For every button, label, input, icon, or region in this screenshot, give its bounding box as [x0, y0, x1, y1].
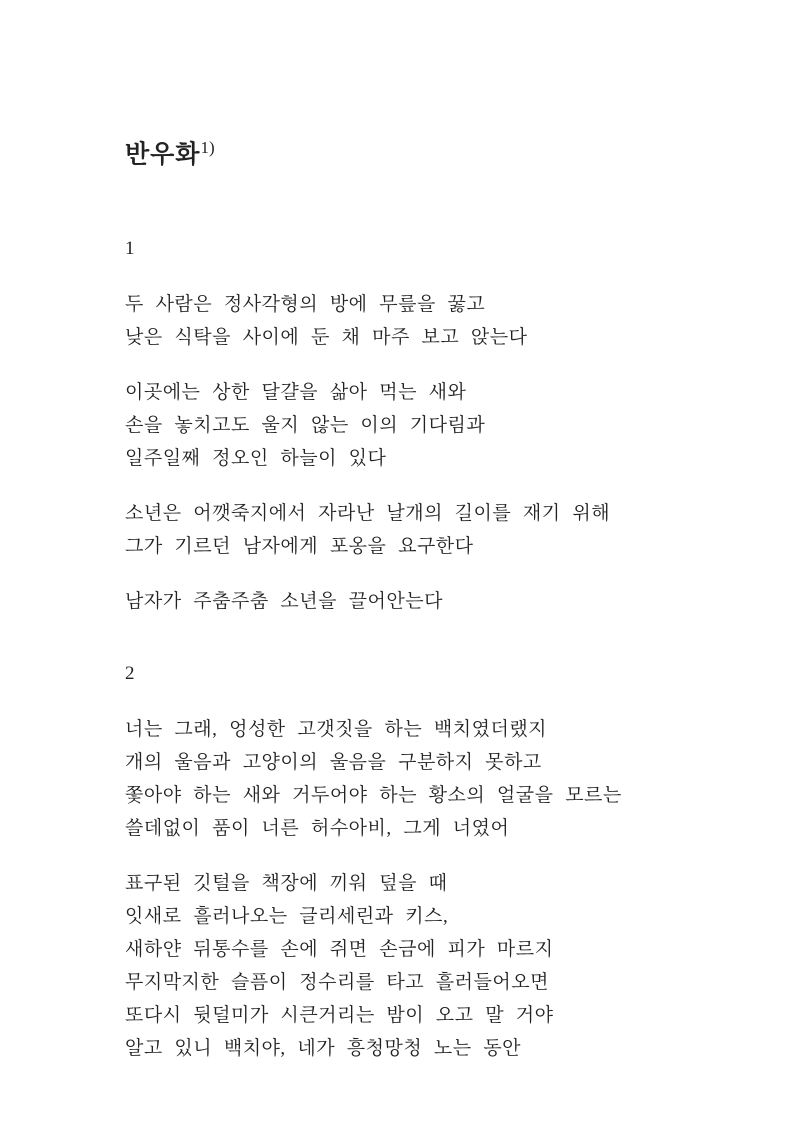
stanza: [125, 713, 710, 845]
poem-section-2: [125, 657, 710, 1065]
poem-line: 소년은 어깻죽지에서 자라난 날개의 길이를 재기 위해: [125, 503, 611, 525]
poem-line: 잇새로 흘러나오는 글리세린과 키스,: [125, 906, 449, 928]
stanza: [125, 497, 710, 563]
stanza: [125, 867, 710, 1065]
poem-line: 너는 그래, 엉성한 고갯짓을 하는 백치였더랬지: [125, 719, 548, 741]
poem-line: 손을 놓치고도 울지 않는 이의 기다림과: [125, 415, 486, 437]
poem-line: 표구된 깃털을 책장에 끼워 덮을 때: [125, 873, 448, 895]
stanza: [125, 376, 710, 475]
poem-line: 쓸데없이 품이 너른 허수아비, 그게 너였어: [125, 818, 510, 840]
poem-line: 또다시 뒷덜미가 시큰거리는 밤이 오고 말 거야: [125, 1005, 554, 1027]
poem-line: 일주일째 정오인 하늘이 있다: [125, 448, 387, 470]
poem-title: [125, 131, 710, 172]
poem-line: 무지막지한 슬픔이 정수리를 타고 흘러들어오면: [125, 972, 549, 994]
poem-title-text: 반우화: [125, 141, 201, 169]
poem-line: 남자가 주춤주춤 소년을 끌어안는다: [125, 591, 443, 613]
poem-line: 알고 있니 백치야, 네가 흥청망청 노는 동안: [125, 1038, 522, 1060]
poem-line: 두 사람은 정사각형의 방에 무릎을 꿇고: [125, 294, 486, 316]
poem-line: 낮은 식탁을 사이에 둔 채 마주 보고 앉는다: [125, 327, 528, 349]
stanza: [125, 585, 710, 618]
section-number: 2: [125, 663, 135, 685]
poem-line: 쫓아야 하는 새와 거두어야 하는 황소의 얼굴을 모르는: [125, 785, 622, 807]
poem-line: 개의 울음과 고양이의 울음을 구분하지 못하고: [125, 752, 542, 774]
poem-line: 이곳에는 상한 달걀을 삶아 먹는 새와: [125, 382, 467, 404]
poem-section-1: [125, 232, 710, 618]
footnote-marker: 1): [200, 138, 215, 157]
poem-line: 새하얀 뒤통수를 손에 쥐면 손금에 피가 마르지: [125, 939, 554, 961]
stanza: [125, 288, 710, 354]
poem-line: 그가 기르던 남자에게 포옹을 요구한다: [125, 536, 474, 558]
section-number: 1: [125, 238, 135, 260]
